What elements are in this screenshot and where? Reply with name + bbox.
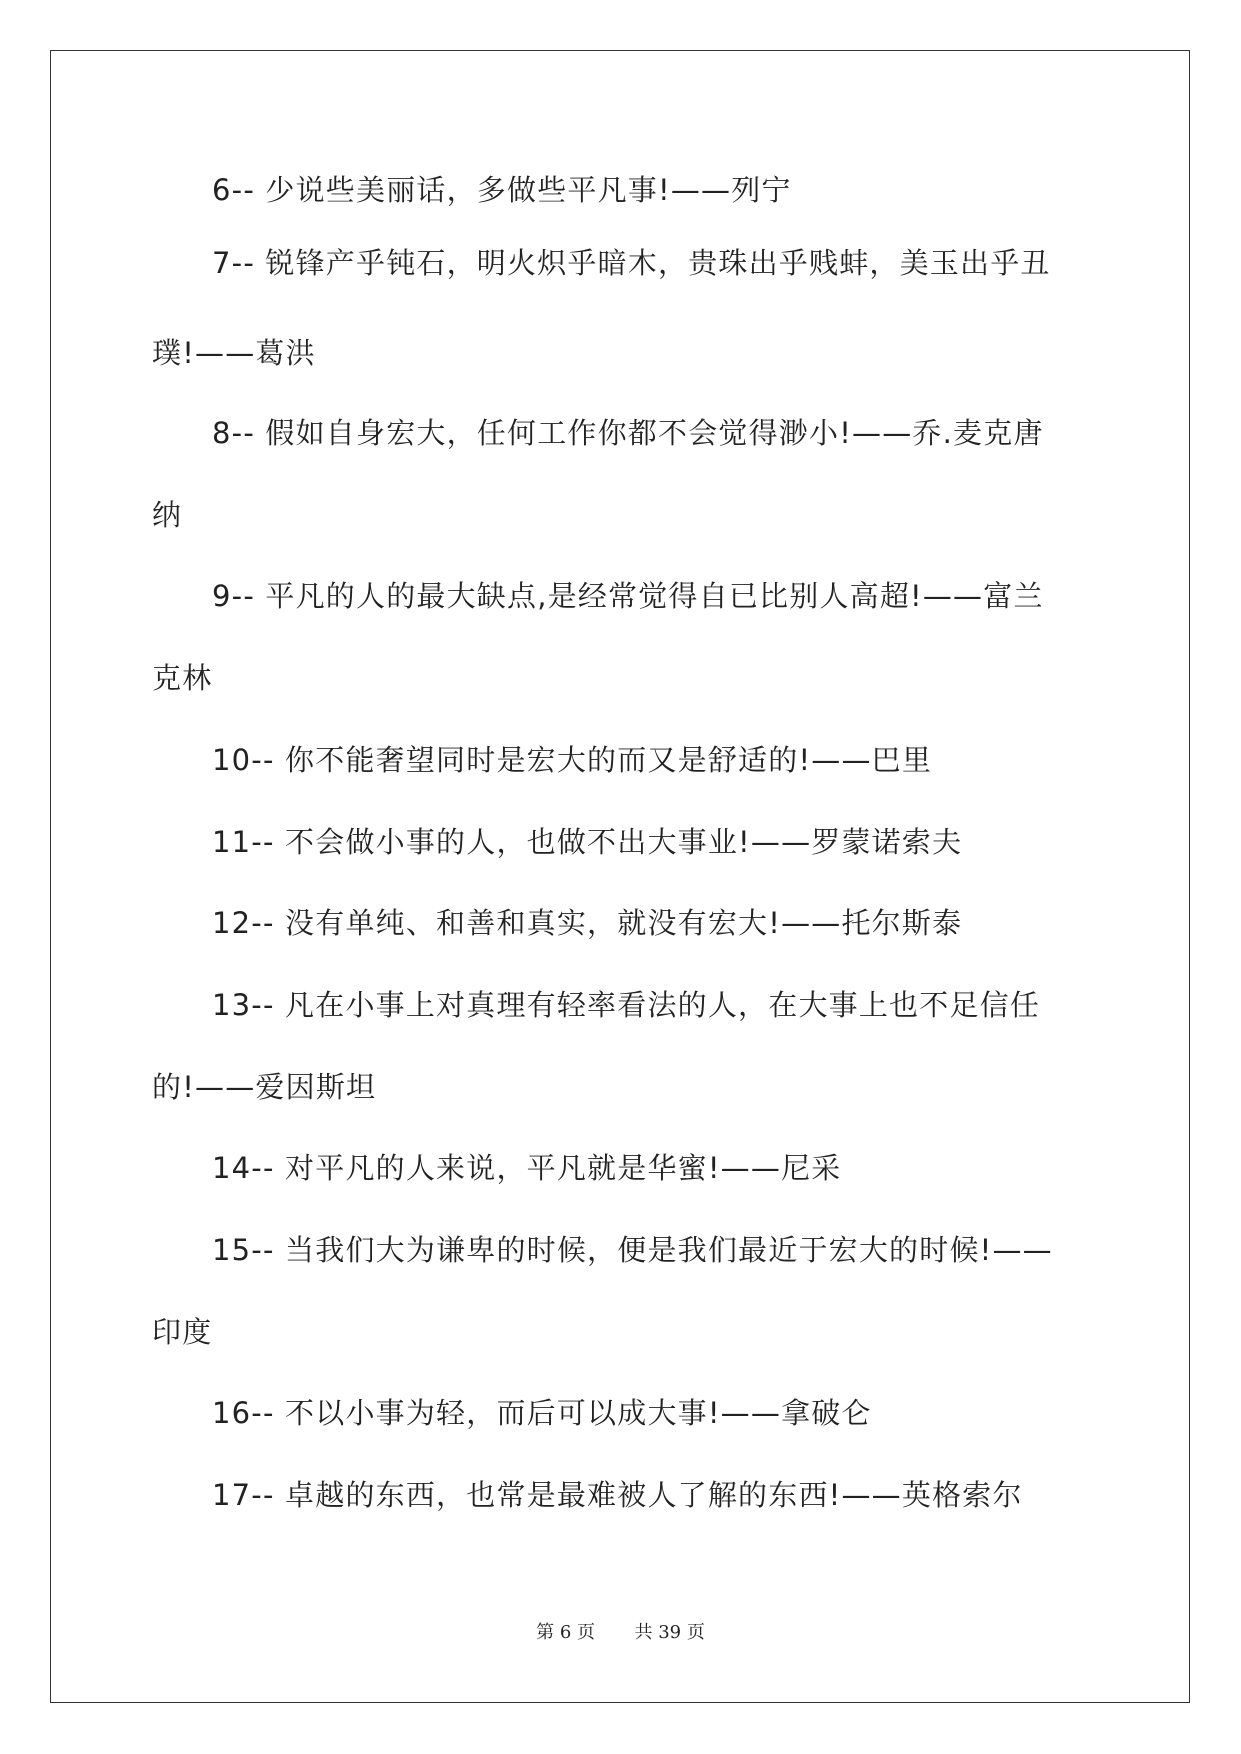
total-pages: 共 39 页 <box>634 1622 705 1643</box>
quote-line: 11-- 不会做小事的人，也做不出大事业!——罗蒙诺索夫 <box>212 825 963 859</box>
page-number: 第 6 页 <box>536 1622 596 1643</box>
quote-line: 7-- 锐锋产乎钝石，明火炽乎暗木，贵珠出乎贱蚌，美玉出乎丑 <box>212 246 1051 280</box>
quote-line: 13-- 凡在小事上对真理有轻率看法的人，在大事上也不足信任 <box>212 988 1041 1022</box>
quote-line: 9-- 平凡的人的最大缺点,是经常觉得自已比别人高超!——富兰 <box>212 579 1044 613</box>
quote-line: 8-- 假如自身宏大，任何工作你都不会觉得渺小!——乔.麦克唐 <box>212 416 1044 450</box>
quote-line: 10-- 你不能奢望同时是宏大的而又是舒适的!——巴里 <box>212 743 933 777</box>
quote-line-continuation: 璞!——葛洪 <box>152 336 316 370</box>
page-footer <box>0 1618 1241 1644</box>
quote-line-continuation: 的!——爱因斯坦 <box>152 1070 377 1104</box>
quote-line: 14-- 对平凡的人来说，平凡就是华蜜!——尼采 <box>212 1151 842 1185</box>
quote-line: 17-- 卓越的东西，也常是最难被人了解的东西!——英格索尔 <box>212 1478 1023 1512</box>
quote-line-continuation: 印度 <box>152 1315 213 1349</box>
quote-line: 6-- 少说些美丽话，多做些平凡事!——列宁 <box>212 173 792 207</box>
quote-line-continuation: 纳 <box>152 498 183 532</box>
quote-line: 15-- 当我们大为谦卑的时候，便是我们最近于宏大的时候!—— <box>212 1233 1053 1267</box>
quote-line: 12-- 没有单纯、和善和真实，就没有宏大!——托尔斯泰 <box>212 906 963 940</box>
quote-line: 16-- 不以小事为轻，而后可以成大事!——拿破仑 <box>212 1396 872 1430</box>
quote-line-continuation: 克林 <box>152 661 213 695</box>
page-border <box>50 50 1190 1703</box>
